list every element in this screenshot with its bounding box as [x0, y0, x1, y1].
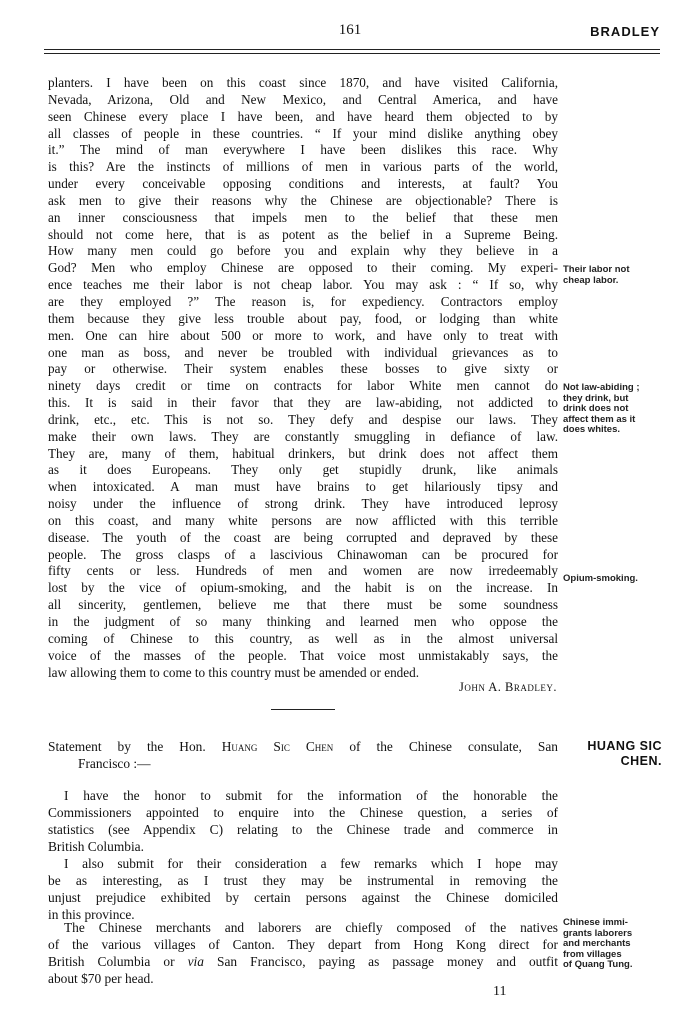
page-number: 161: [338, 22, 362, 38]
text-line: fifty cents or less. Hundreds of men and women are now irredeemably: [48, 563, 558, 579]
text-line: disease. The youth of the coast are being corrupted and depraved by these: [48, 529, 558, 545]
text-line: under every conceivable opposing conditions and interests, at fault? You: [48, 176, 558, 192]
bradley-statement-body: [48, 75, 558, 681]
text-line: drink, etc., etc. This is not so. They defy and despise our laws. They: [48, 411, 558, 427]
huang-statement-intro: [48, 739, 558, 773]
text-line: it.” The mind of man everywhere I have been dislikes this race. Why: [48, 142, 558, 158]
signature-mark: 11: [493, 984, 507, 999]
text-line: law allowing them to come to this country must be amended or ended.: [48, 664, 419, 680]
text-line: ence teaches me their labor is not cheap labor. You may ask : “ If so, why: [48, 277, 558, 293]
text-line: Nevada, Arizona, Old and New Mexico, and Central America, and have: [48, 91, 558, 107]
text-line: make their own laws. They are constantly smuggling in defiance of law.: [48, 428, 558, 444]
text-line: an inner consciousness that impels men to the belief that these men: [48, 209, 558, 225]
side-heading-huang-sic-chen: HUANG SIC CHEN.: [587, 739, 662, 768]
huang-para-3: The Chinese merchants and laborers are chiefly composed of the natives of the various villages of Canton. They depart from Hong Kong direct for British Columbia or via San Francisco, paying as passage money and outfit about $70 per head.: [48, 920, 558, 986]
text-line: as it does Europeans. They only get stupidly drunk, like animals: [48, 462, 558, 478]
text-line: all classes of people in these countries. “ If your mind dislike anything obey: [48, 125, 558, 141]
text-line: all sincerity, gentlemen, believe me that there must be some soundness: [48, 597, 558, 613]
text-line: voice of the masses of the people. That voice most unmistakably says, the: [48, 647, 558, 663]
text-line: in the judgment of so many thinking and learned men who oppose the: [48, 614, 558, 629]
intro-line-1: Statement by the Hon. Huang Sic Chen of the Chinese consulate, San: [48, 739, 558, 754]
text-line: people. The gross clasps of a lascivious Chinawoman can be procured for: [48, 546, 558, 562]
text-line: noisy under the influence of strong drink. They have introduced leprosy: [48, 496, 558, 512]
margin-note-law: Not law-abiding ; they drink, but drink does not affect them as it does whites.: [563, 382, 640, 435]
text-line: them because they give less trouble about pay, food, or lodging than white: [48, 310, 558, 326]
text-line: pay or otherwise. Their system enables these bosses to give sixty or: [48, 361, 558, 377]
text-line: are they employed ?” The reason is, for expediency. Contractors employ: [48, 293, 558, 309]
text-line: lost by the vice of opium-smoking, and the habit is on the increase. In: [48, 580, 558, 596]
margin-note-opium: Opium-smoking.: [563, 573, 638, 584]
text-line: this. It is said in their favor that they are law-abiding, not addicted to: [48, 395, 558, 411]
intro-line-2: Francisco :—: [78, 755, 151, 771]
margin-note-merchants: Chinese immi- grants laborers and merchants from villages of Quang Tung.: [563, 917, 633, 970]
text-line: is this? Are the instincts of millions of men in various parts of the world,: [48, 159, 558, 175]
text-line: ninety days credit or time on contracts for labor White men cannot do: [48, 378, 558, 394]
signature: John A. Bradley.: [458, 680, 557, 694]
text-line: planters. I have been on this coast since 1870, and have visited California,: [48, 75, 558, 90]
header-rule-top: [44, 49, 660, 50]
text-line: How many men could go before you and explain why they believe in a: [48, 243, 558, 259]
huang-para-2: I also submit for their consideration a few remarks which I hope may be as interesting, as I trust they may be instrumental in removing the unjust prejudice exhibited by certain persons against the Chinese domiciled in this province.: [48, 856, 558, 922]
header-rule-bottom: [44, 53, 660, 54]
text-line: God? Men who employ Chinese are opposed to their coming. My experi-: [48, 260, 558, 276]
section-divider: [271, 709, 335, 710]
text-line: one man as boss, and never be troubled with individual grievances as to: [48, 344, 558, 360]
running-head: BRADLEY: [590, 24, 660, 39]
text-line: They are, many of them, habitual drinkers, but drink does not affect them: [48, 445, 558, 461]
margin-note-labor: Their labor not cheap labor.: [563, 264, 630, 286]
text-line: seen Chinese every place I have been, and have heard them objected to by: [48, 108, 558, 124]
huang-para-1: I have the honor to submit for the information of the honorable the Commissioners appointed to enquire into the Chinese question, a series of statistics (see Appendix C) relating to the Chinese trade and commerce in British Columbia.: [48, 788, 558, 854]
text-line: men. One can hire about 500 or more to work, and have only to treat with: [48, 327, 558, 343]
text-line: coming of Chinese to this country, as well as in the almost universal: [48, 630, 558, 646]
text-line: should not come here, that is as potent as the belief in a Supreme Being.: [48, 226, 558, 242]
para3-line-3: British Columbia or via San Francisco, paying as passage money and outfit: [48, 953, 558, 969]
text-line: ask men to give their reasons why the Chinese are objectionable? There is: [48, 192, 558, 208]
text-line: when intoxicated. A man must have brains to get hilariously tipsy and: [48, 479, 558, 495]
text-line: on this coast, and many white persons are now afflicted with this terrible: [48, 512, 558, 528]
